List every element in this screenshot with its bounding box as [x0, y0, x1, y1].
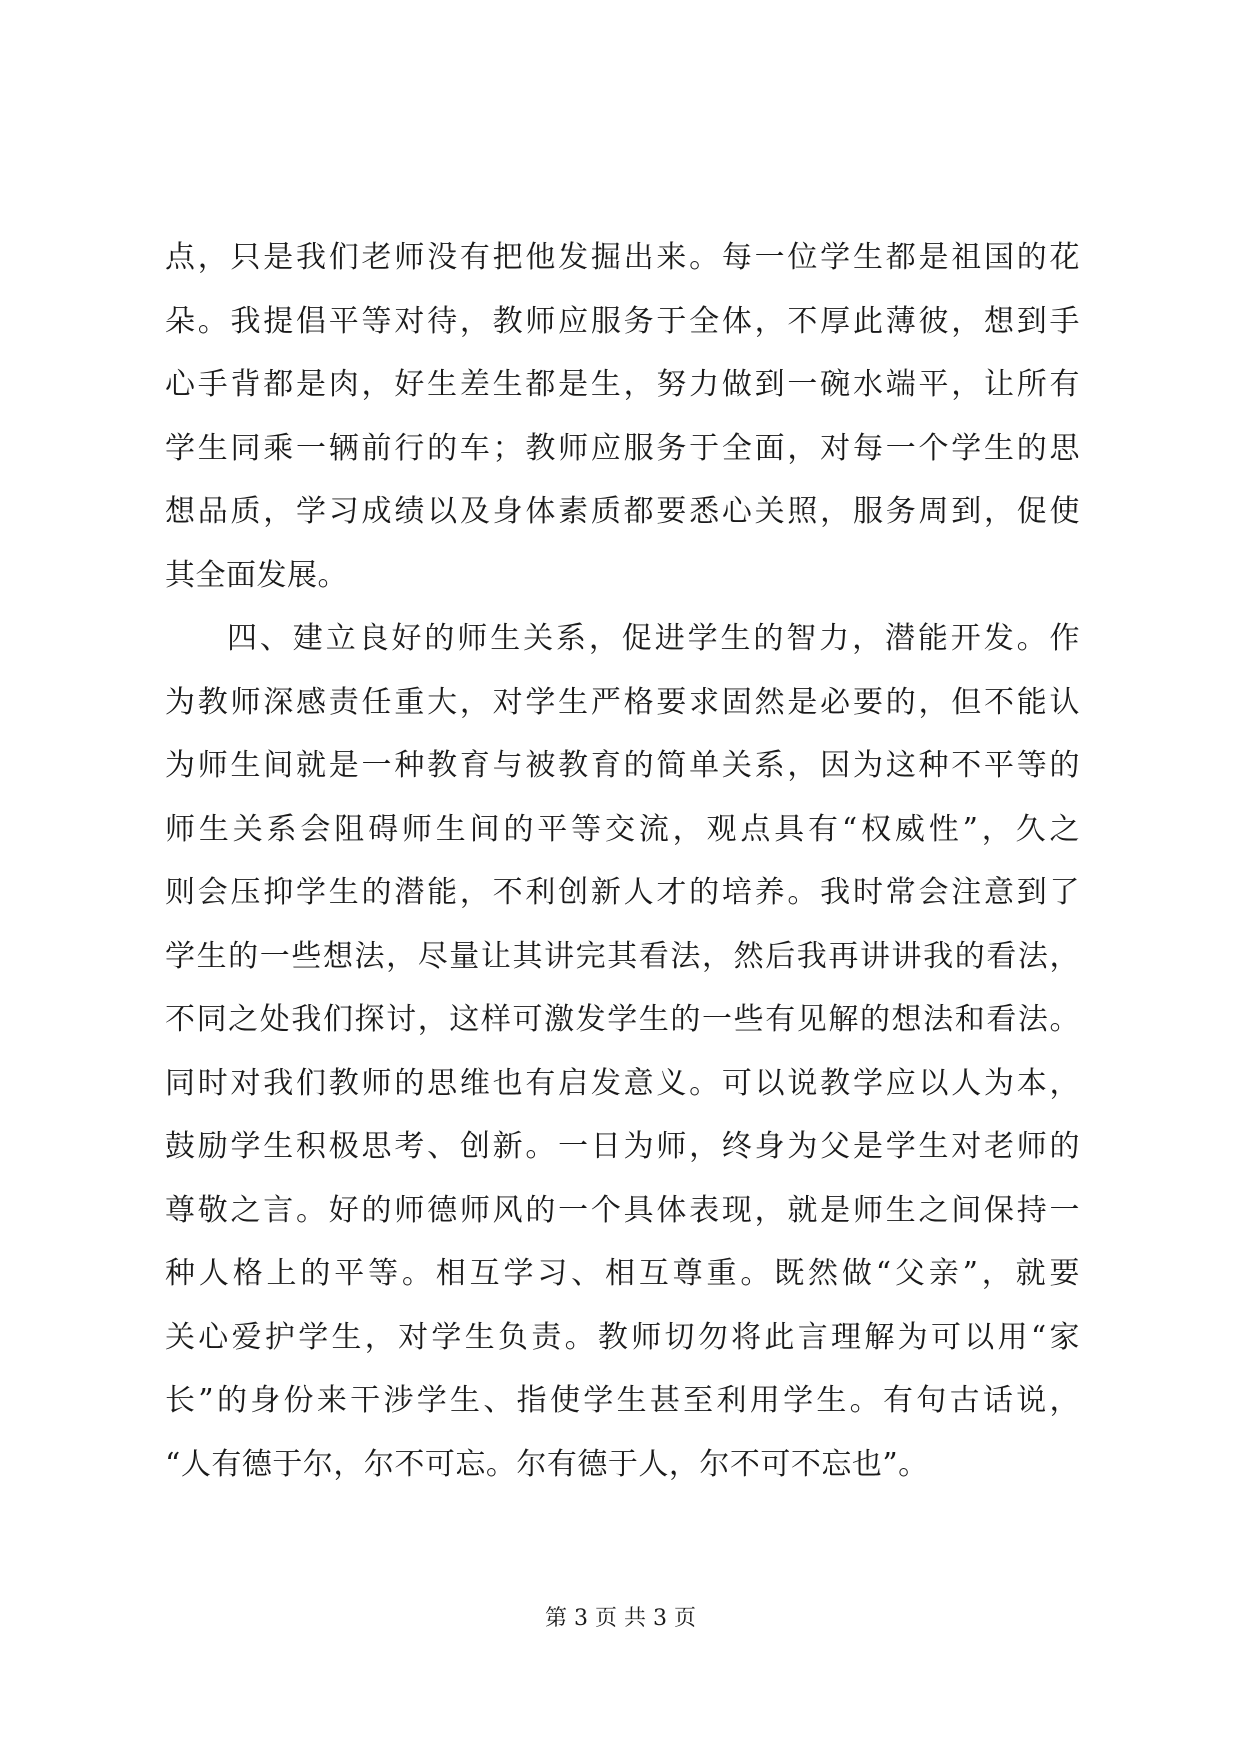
page-number-footer: 第 3 页 共 3 页 — [545, 1606, 696, 1631]
text-line: 为师生间就是一种教育与被教育的简单关系，因为这种不平等的 — [165, 748, 1080, 783]
text-line: “人有德于尔，尔不可忘。尔有德于人，尔不可不忘也”。 — [165, 1446, 929, 1482]
document-body — [165, 226, 1080, 1496]
text-line: 学生的一些想法，尽量让其讲完其看法，然后我再讲讲我的看法， — [165, 938, 1080, 974]
text-line: 同时对我们教师的思维也有启发意义。可以说教学应以人为本， — [165, 1065, 1080, 1101]
text-line: 不同之处我们探讨，这样可激发学生的一些有见解的想法和看法。 — [165, 1002, 1080, 1037]
text-line: 长”的身份来干涉学生、指使学生甚至利用学生。有句古话说， — [165, 1383, 1080, 1418]
text-line: 朵。我提倡平等对待，教师应服务于全体，不厚此薄彼，想到手 — [165, 303, 1080, 339]
text-line: 则会压抑学生的潜能，不利创新人才的培养。我时常会注意到了 — [165, 875, 1080, 910]
text-line: 师生关系会阻碍师生间的平等交流，观点具有“权威性”，久之 — [165, 811, 1080, 847]
text-line: 学生同乘一辆前行的车；教师应服务于全面，对每一个学生的思 — [165, 430, 1080, 466]
text-line: 尊敬之言。好的师德师风的一个具体表现，就是师生之间保持一 — [165, 1192, 1080, 1228]
text-line: 为教师深感责任重大，对学生严格要求固然是必要的，但不能认 — [165, 684, 1080, 720]
text-line: 想品质，学习成绩以及身体素质都要悉心关照，服务周到，促使 — [165, 494, 1080, 529]
text-line: 关心爱护学生，对学生负责。教师切勿将此言理解为可以用“家 — [165, 1319, 1080, 1355]
text-line: 种人格上的平等。相互学习、相互尊重。既然做“父亲”，就要 — [165, 1256, 1080, 1291]
text-line: 心手背都是肉，好生差生都是生，努力做到一碗水端平，让所有 — [165, 367, 1080, 402]
text-line: 鼓励学生积极思考、创新。一日为师，终身为父是学生对老师的 — [165, 1129, 1080, 1164]
text-line: 点，只是我们老师没有把他发掘出来。每一位学生都是祖国的花 — [165, 240, 1080, 275]
paragraph-start-line: 四、建立良好的师生关系，促进学生的智力，潜能开发。作 — [227, 621, 1080, 656]
text-line: 其全面发展。 — [165, 557, 348, 593]
